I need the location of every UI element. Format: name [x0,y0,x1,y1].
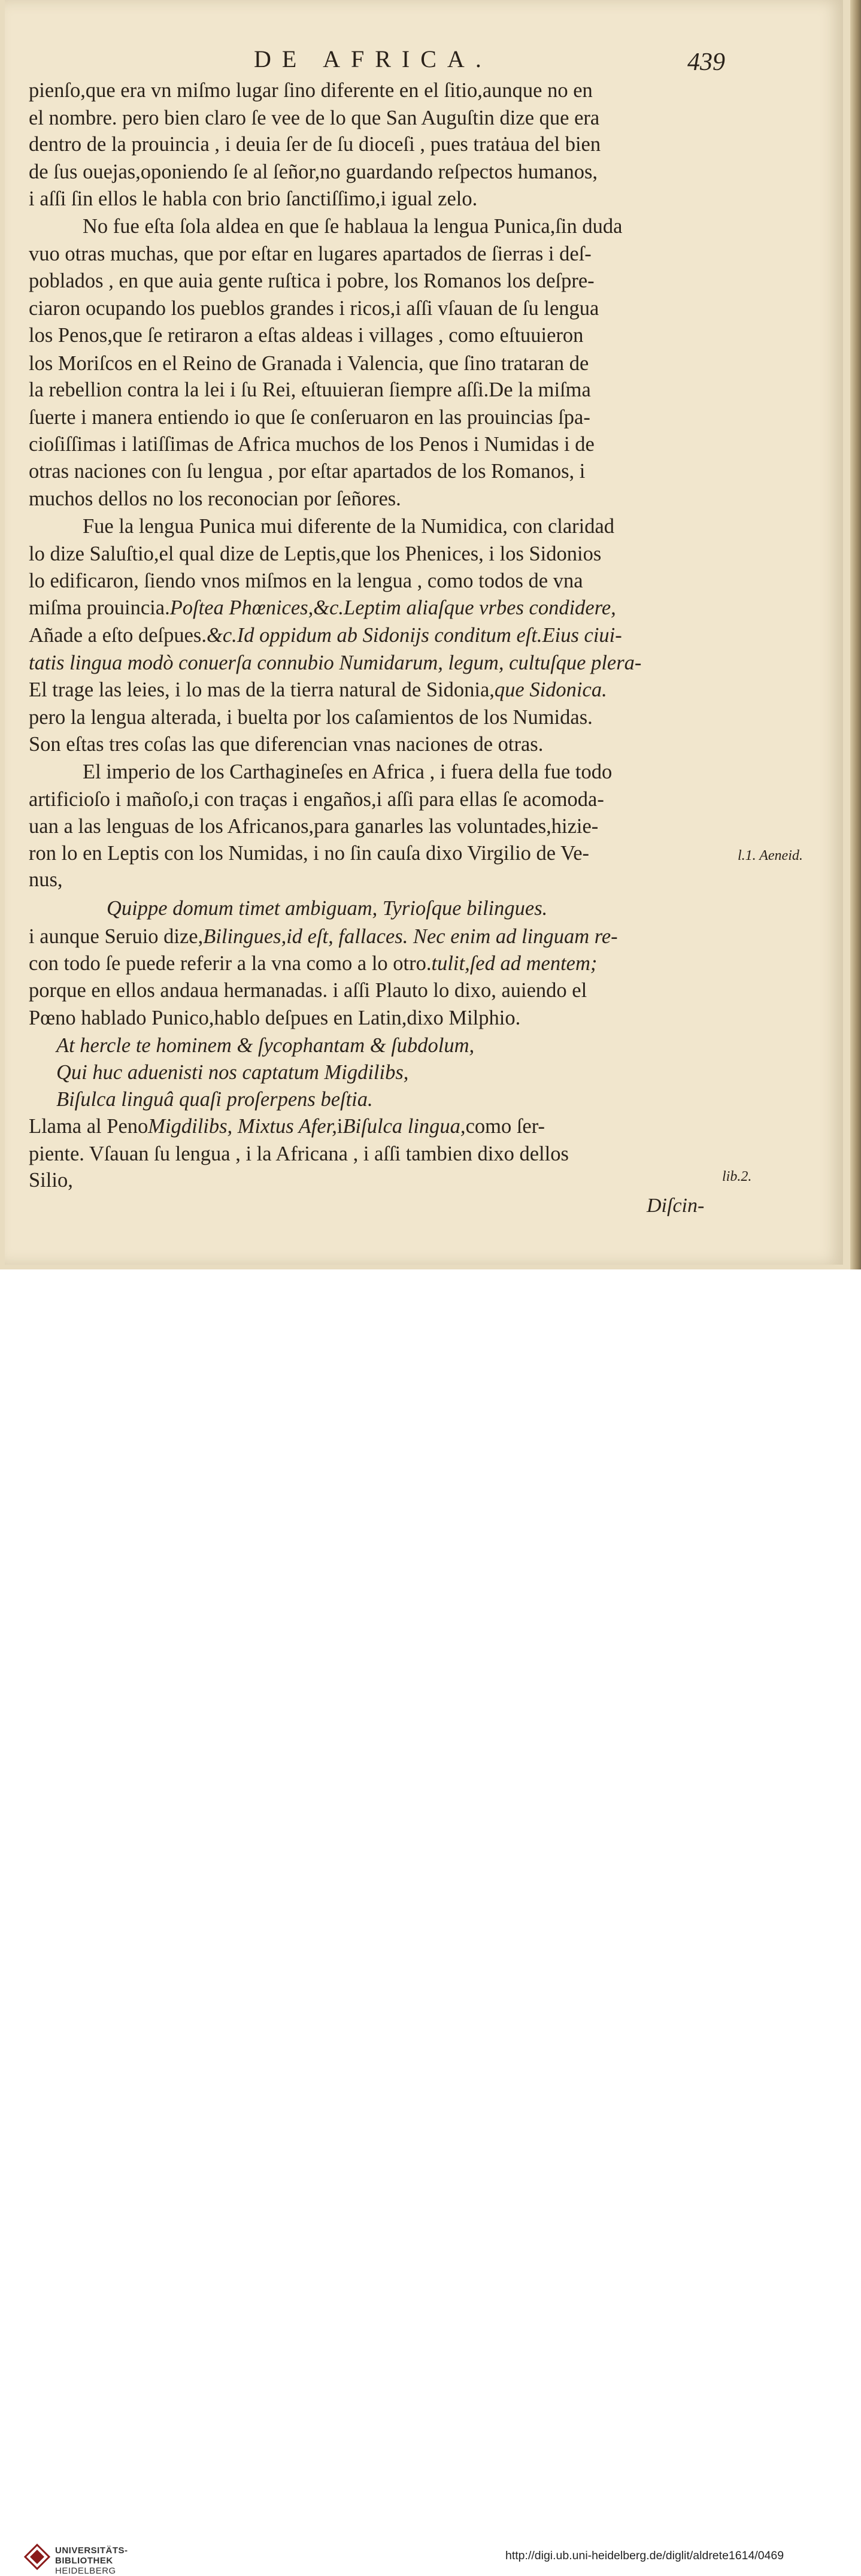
book-page-scan [0,0,861,1269]
text-line [56,1061,408,1084]
text-line [29,569,583,593]
text-line [29,352,589,375]
text-line [107,897,547,920]
library-name-line3: HEIDELBERG [55,2566,116,2576]
roman-span: No fue eſta ſola aldea en que ſe hablaua la lengua Punica,ſin duda [83,215,623,238]
roman-span: dentro de la prouincia , i deuia ſer de ſu dioceſi , pues tratȧua del bien [29,133,601,156]
roman-span: i aunque Seruio dize, [29,925,204,948]
text-line [29,706,593,729]
italic-span: Migdilibs, Mixtus Afer, [148,1115,337,1138]
text-line [29,868,63,892]
text-line [29,133,601,156]
roman-span: de ſus ouejas,oponiendo ſe al ſeñor,no guardando reſpectos humanos, [29,160,598,183]
roman-span: miſma prouincia. [29,596,170,619]
text-line [29,788,604,811]
roman-span: el nombre. pero bien claro ſe vee de lo que San Auguſtin dize que era [29,107,600,129]
text-line [29,733,543,756]
margin-note-lib2: lib.2. [722,1169,752,1184]
roman-span: uan a las lenguas de los Africanos,para ganarles las voluntades,hizie- [29,815,599,838]
roman-span: poblados , en que auia gente ruſtica i pobre, los Romanos los deſpre- [29,269,595,292]
library-name-line1: UNIVERSITÄTS- [55,2545,128,2556]
text-line [83,215,622,238]
text-line [29,624,622,647]
roman-span: ron lo en Leptis con los Numidas, i no ſin cauſa dixo Virgilio de Ve- [29,842,590,865]
roman-span: artificioſo i mañoſo,i con traças i engaños,i aſſi para ellas ſe acomoda- [29,788,604,811]
text-line [29,160,598,184]
text-line [29,815,598,838]
roman-span: El trage las leies, i lo mas de la tierra natural de Sidonia, [29,678,495,701]
text-line [29,543,601,566]
page-gutter [850,0,861,1269]
text-line [56,1034,474,1057]
roman-span: i [336,1115,343,1138]
permalink-url[interactable]: http://digi.ub.uni-heidelberg.de/diglit/aldrete1614/0469 [505,2549,784,2562]
italic-span: tatis lingua modò conuerſa connubio Numidarum, legum, cultuſque plera- [29,651,642,674]
roman-span: porque en ellos andaua hermanadas. i aſſi Plauto lo dixo, auiendo el [29,979,587,1002]
text-line [29,925,618,948]
catchword: Diſcin- [647,1195,705,1217]
text-line [29,842,589,865]
text-line [29,269,595,293]
roman-span: nus, [29,868,63,891]
text-line [29,79,593,102]
text-line [83,760,612,784]
roman-span: El imperio de los Carthagineſes en Africa , i fuera della fue todo [83,760,613,783]
text-line [29,433,595,456]
italic-span: Poſtea Phœnices,&c.Leptim aliaſque vrbes condidere, [169,596,616,619]
italic-span: Qui huc aduenisti nos captatum Migdilibs, [56,1061,409,1084]
text-line [29,1007,520,1030]
italic-span: Biſulca linguâ quaſi proſerpens beſtia. [56,1088,373,1111]
italic-span: Quippe domum timet ambiguam, Tyrioſque bilingues. [107,897,548,920]
margin-note-aeneid: l.1. Aeneid. [738,848,803,863]
text-line [29,1169,73,1192]
roman-span: pienſo,que era vn miſmo lugar ſino diferente en el ſitio,aunque no en [29,79,593,102]
roman-span: Son eſtas tres coſas las que diferencian vnas naciones de otras. [29,733,544,756]
roman-span: Fue la lengua Punica mui diferente de la Numidica, con claridad [83,515,615,538]
roman-span: muchos dellos no los reconocian por ſeñores. [29,487,401,510]
roman-span: cioſiſſimas i latiſſimas de Africa muchos de los Penos i Numidas i de [29,433,595,456]
text-line [56,1088,373,1111]
roman-span: lo edificaron, ſiendo vnos miſmos en la lengua , como todos de vna [29,569,583,592]
roman-span: Añade a eſto deſpues. [29,624,207,647]
text-line [29,297,599,320]
text-line [29,979,587,1002]
roman-span: con todo ſe puede referir a la vna como a lo otro. [29,952,432,975]
page-number: 439 [687,49,725,76]
roman-span: Llama al Peno [29,1115,148,1138]
roman-span: lo dize Saluſtio,el qual dize de Leptis,que los Phenices, i los Sidonios [29,543,602,565]
roman-span: otras naciones con ſu lengua , por eſtar apartados de los Romanos, i [29,460,586,483]
text-line [83,515,614,538]
roman-span: ciaron ocupando los pueblos grandes i ricos,i aſſi vſauan de ſu lengua [29,297,599,320]
roman-span: i aſſi ſin ellos le habla con brio ſanctiſſimo,i igual zelo. [29,187,478,210]
text-line [29,378,591,402]
text-line [29,952,597,975]
library-logo-icon [24,2544,50,2570]
library-name-line2: BIBLIOTHEK [55,2556,113,2566]
text-line [29,406,590,429]
italic-span: tulit,ſed ad mentem; [431,952,598,975]
roman-span: Silio, [29,1169,73,1192]
text-line [29,460,585,483]
italic-span: &c.Id oppidum ab Sidonijs conditum eſt. [206,624,542,647]
roman-span: la rebellion contra la lei i ſu Rei, eſtuuieran ſiempre aſſi.De la miſma [29,378,591,401]
roman-span: piente. Vſauan ſu lengua , i la Africana , i aſſi tambien dixo dellos [29,1142,569,1165]
text-line [29,678,607,702]
italic-span: Eius ciui- [542,624,622,647]
text-line [29,243,592,266]
italic-span: Biſulca lingua, [342,1115,466,1138]
text-line [29,1115,545,1138]
text-line [29,596,616,620]
roman-span: los Penos,que ſe retiraron a eſtas aldeas i villages , como eſtuuieron [29,324,584,347]
text-line [29,187,477,211]
italic-span: Bilingues,id eſt, fallaces. Nec enim ad linguam re- [203,925,618,948]
roman-span: como ſer- [465,1115,545,1138]
roman-span: vuo otras muchas, que por eſtar en lugares apartados de ſierras i deſ- [29,243,592,265]
roman-span: Pœno hablado Punico,hablo deſpues en Latin,dixo Milphio. [29,1007,521,1029]
text-line [29,651,641,675]
text-line [29,487,401,511]
footer [0,1269,861,2576]
text-line [29,1142,569,1166]
text-line [29,324,583,347]
roman-span: ſuerte i manera entiendo io que ſe conſeruaron en las prouincias ſpa- [29,406,590,429]
text-line [29,107,599,130]
italic-span: At hercle te hominem & ſycophantam & ſubdolum, [56,1034,475,1057]
roman-span: pero la lengua alterada, i buelta por los caſamientos de los Numidas. [29,706,593,729]
italic-span: que Sidonica. [494,678,607,701]
roman-span: los Moriſcos en el Reino de Granada i Valencia, que ſino trataran de [29,352,589,375]
running-title: DE AFRICA. [254,46,492,72]
